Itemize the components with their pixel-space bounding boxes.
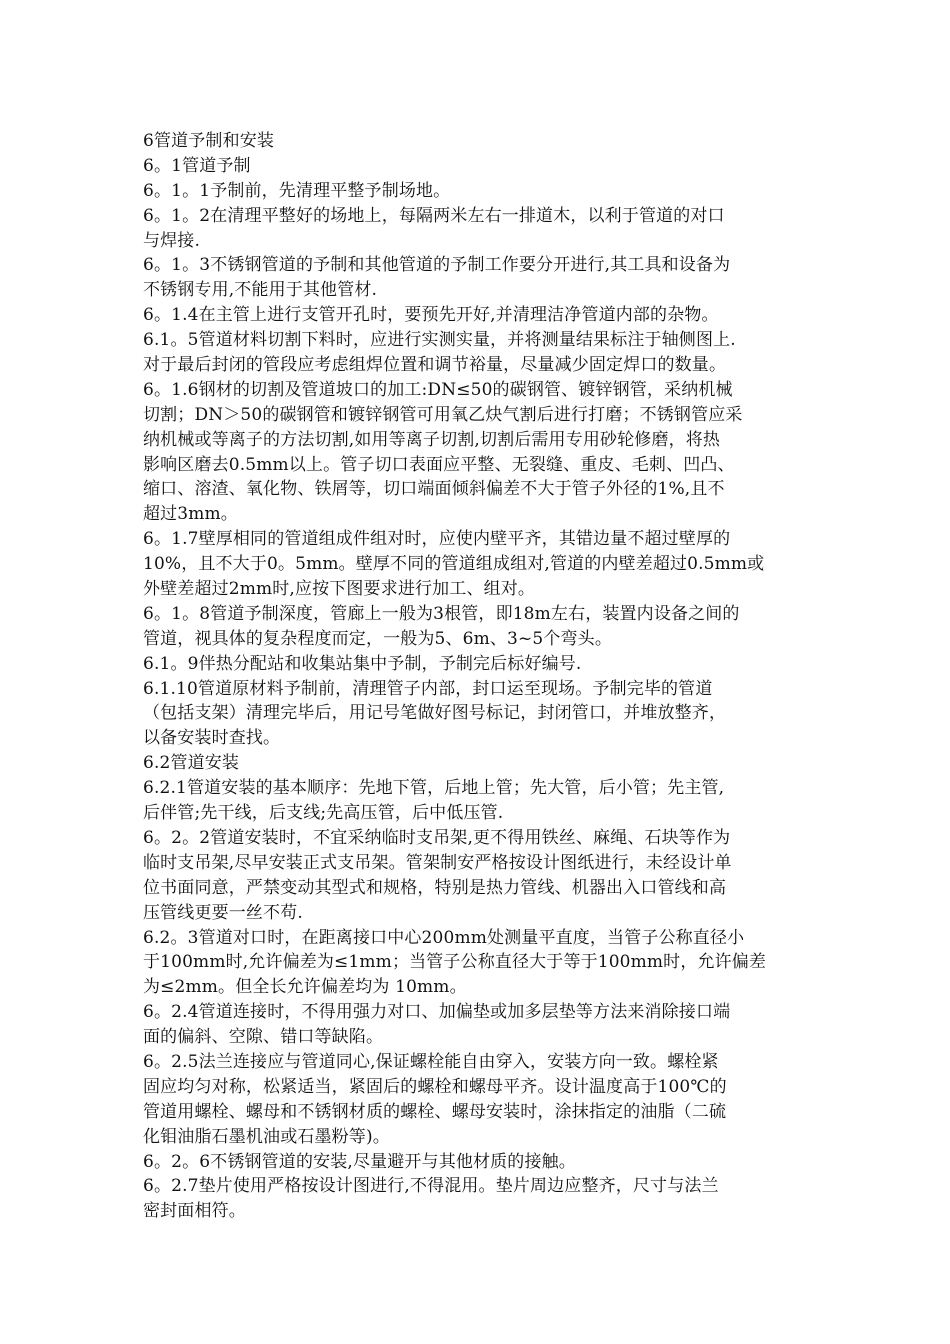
text-line: 外壁差超过2mm时,应按下图要求进行加工、组对。 bbox=[143, 579, 536, 600]
text-line: 后伴管;先干线，后支线;先高压管，后中低压管. bbox=[143, 803, 504, 824]
text-line: 纳机械或等离子的方法切割,如用等离子切割,切割后需用专用砂轮修磨，将热 bbox=[143, 429, 721, 450]
text-line: 固应均匀对称，松紧适当，紧固后的螺栓和螺母平齐。设计温度高于100℃的 bbox=[143, 1076, 727, 1097]
text-line: 面的偏斜、空隙、错口等缺陷。 bbox=[143, 1027, 384, 1048]
text-line: 对于最后封闭的管段应考虑组焊位置和调节裕量，尽量减少固定焊口的数量。 bbox=[143, 355, 727, 376]
text-line: 压管线更要一丝不苟. bbox=[143, 902, 303, 923]
text-line: 于100mm时,允许偏差为≤1mm；当管子公称直径大于等于100mm时，允许偏差 bbox=[143, 952, 767, 973]
text-line: 6.1.10管道原材料予制前，清理管子内部，封口运至现场。予制完毕的管道 bbox=[143, 678, 713, 699]
text-line: 6。1.7壁厚相同的管道组成件组对时，应使内壁平齐，其错边量不超过壁厚的 bbox=[143, 529, 731, 550]
text-line: 6。1管道予制 bbox=[143, 155, 251, 176]
document-body bbox=[143, 129, 815, 1224]
text-line: 10%，且不大于0。5mm。壁厚不同的管道组成组对,管道的内壁差超过0.5mm或 bbox=[143, 554, 765, 575]
text-line: 6。1.4在主管上进行支管开孔时，要预先开好,并清理洁净管道内部的杂物。 bbox=[143, 305, 719, 326]
text-line: 6。1。2在清理平整好的场地上，每隔两米左右一排道木，以利于管道的对口 bbox=[143, 205, 725, 226]
text-line: 6。1。3不锈钢管道的予制和其他管道的予制工作要分开进行,其工具和设备为 bbox=[143, 255, 731, 276]
text-line: 6。2。2管道安装时，不宜采纳临时支吊架,更不得用铁丝、麻绳、石块等作为 bbox=[143, 827, 731, 848]
text-line: 6。1。8管道予制深度，管廊上一般为3根管，即18m左右，装置内设备之间的 bbox=[143, 603, 740, 624]
text-line: 6。2.4管道连接时，不得用强力对口、加偏垫或加多层垫等方法来消除接口端 bbox=[143, 1002, 731, 1023]
text-line: 超过3mm。 bbox=[143, 504, 238, 525]
text-line: 6。1.6钢材的切割及管道坡口的加工:DN≤50的碳钢管、镀锌钢管，采纳机械 bbox=[143, 379, 733, 400]
text-line: 6。2。6不锈钢管道的安装,尽量避开与其他材质的接触。 bbox=[143, 1151, 576, 1172]
text-line: 缩口、溶渣、氧化物、铁屑等，切口端面倾斜偏差不大于管子外径的1%,且不 bbox=[143, 479, 725, 500]
text-line: 不锈钢专用,不能用于其他管材. bbox=[143, 280, 378, 301]
text-line: 6.1。9伴热分配站和收集站集中予制，予制完后标好编号. bbox=[143, 653, 582, 674]
text-line: 位书面同意，严禁变动其型式和规格，特别是热力管线、机器出入口管线和高 bbox=[143, 877, 727, 898]
text-line: 管道，视具体的复杂程度而定，一般为5、6m、3~5个弯头。 bbox=[143, 628, 612, 649]
text-line: 6.2管道安装 bbox=[143, 753, 240, 774]
text-line: 化钼油脂石墨机油或石墨粉等)。 bbox=[143, 1126, 390, 1147]
text-line: 密封面相符。 bbox=[143, 1201, 246, 1222]
text-line: 为≤2mm。但全长允许偏差均为 10mm。 bbox=[143, 977, 467, 998]
text-line: 临时支吊架,尽早安装正式支吊架。管架制安严格按设计图纸进行，未经设计单 bbox=[143, 852, 732, 873]
text-line: 6.1。5管道材料切割下料时，应进行实测实量，并将测量结果标注于轴侧图上. bbox=[143, 330, 736, 351]
text-line: 影响区磨去0.5mm以上。管子切口表面应平整、无裂缝、重皮、毛刺、凹凸、 bbox=[143, 454, 735, 475]
text-line: 切割；DN＞50的碳钢管和镀锌钢管可用氧乙炔气割后进行打磨；不锈钢管应采 bbox=[143, 404, 743, 425]
text-line: 6。2.7垫片使用严格按设计图进行,不得混用。垫片周边应整齐，尺寸与法兰 bbox=[143, 1176, 719, 1197]
text-line: 6。2.5法兰连接应与管道同心,保证螺栓能自由穿入，安装方向一致。螺栓紧 bbox=[143, 1051, 719, 1072]
text-line: 6。1。1予制前，先清理平整予制场地。 bbox=[143, 180, 451, 201]
text-line: 以备安装时查找。 bbox=[143, 728, 281, 749]
document-title-line: 6管道予制和安装 bbox=[143, 131, 275, 151]
text-line: （包括支架）清理完毕后，用记号笔做好图号标记，封闭管口，并堆放整齐， bbox=[143, 703, 727, 724]
text-line: 管道用螺栓、螺母和不锈钢材质的螺栓、螺母安装时，涂抹指定的油脂（二硫 bbox=[143, 1101, 727, 1122]
text-line: 6.2。3管道对口时，在距离接口中心200mm处测量平直度，当管子公称直径小 bbox=[143, 927, 745, 948]
text-line: 6.2.1管道安装的基本顺序：先地下管，后地上管；先大管，后小管；先主管, bbox=[143, 778, 725, 799]
text-line: 与焊接. bbox=[143, 230, 201, 251]
